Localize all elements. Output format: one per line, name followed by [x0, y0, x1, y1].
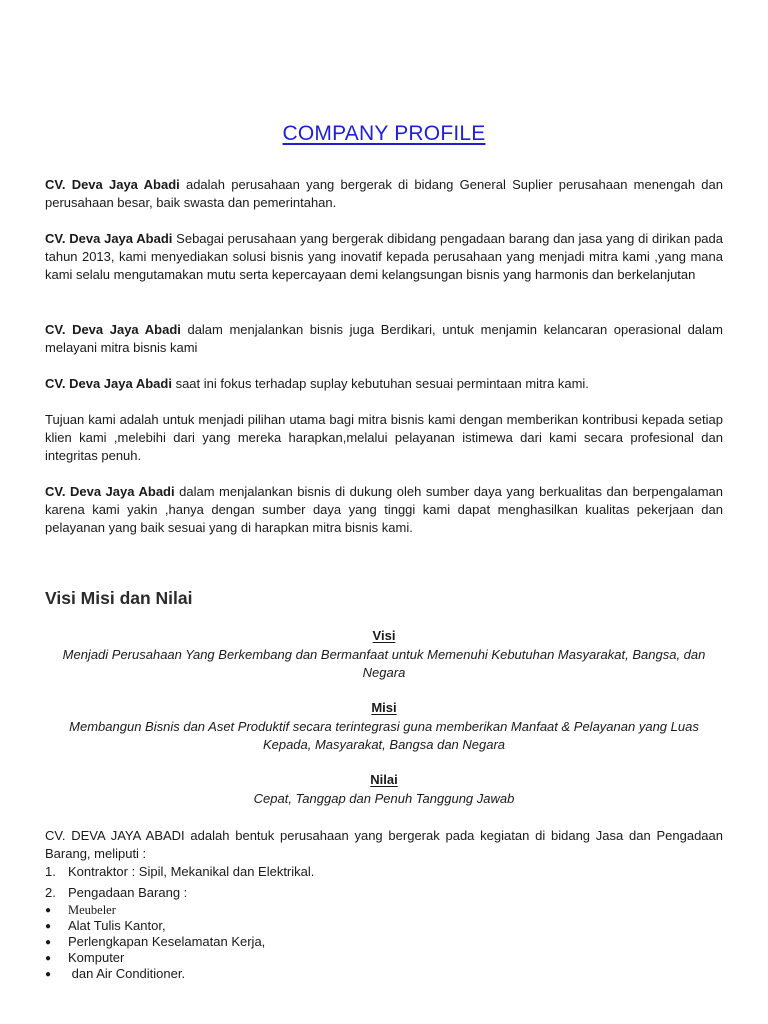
numbered-item: [45, 885, 187, 901]
bullet-icon: ●: [45, 953, 52, 964]
misi-heading: Misi: [371, 700, 397, 715]
item-number: 2.: [45, 885, 56, 900]
bullet-icon: ●: [45, 921, 52, 932]
bullet-item: [45, 950, 124, 967]
paragraph-4: [45, 375, 723, 393]
item-number: 1.: [45, 864, 56, 879]
bullet-text: dan Air Conditioner.: [68, 966, 186, 981]
paragraph-text: dalam menjalankan bisnis juga Berdikari, untuk menjamin kelancaran operasional dalam melayani mitra bisnis kami: [45, 322, 723, 356]
company-name: CV. Deva Jaya Abadi: [45, 322, 181, 337]
nilai-text: Cepat, Tanggap dan Penuh Tanggung Jawab: [253, 791, 515, 806]
scope-intro: CV. DEVA JAYA ABADI adalah bentuk perusahaan yang bergerak pada kegiatan di bidang Jasa dan Pengadaan Barang, meliputi :: [45, 828, 723, 862]
section-title: Visi Misi dan Nilai: [45, 588, 193, 608]
bullet-icon: ●: [45, 905, 52, 916]
bullet-item: [45, 934, 265, 951]
paragraph-3: [45, 321, 723, 357]
bullet-item: [45, 966, 185, 983]
bullet-item: [45, 902, 116, 919]
bullet-text: Alat Tulis Kantor,: [68, 918, 166, 933]
paragraph-text: Tujuan kami adalah untuk menjadi pilihan utama bagi mitra bisnis kami dengan memberikan kontribusi kepada setiap klien kami ,melebihi dari yang mereka harapkan,melalui pelayanan istimewa dari kami secara profesional dan integritas penuh.: [45, 412, 723, 464]
paragraph-6: [45, 483, 723, 538]
numbered-item: [45, 864, 314, 880]
paragraph-text: saat ini fokus terhadap suplay kebutuhan sesuai permintaan mitra kami.: [171, 376, 589, 391]
company-name: CV. Deva Jaya Abadi: [45, 376, 172, 391]
page-title: COMPANY PROFILE: [282, 122, 486, 145]
paragraph-1: [45, 176, 723, 212]
item-text: Pengadaan Barang :: [68, 885, 188, 900]
paragraph-text: Sebagai perusahaan yang bergerak dibidang pengadaan barang dan jasa yang di dirikan pada tahun 2013, kami menyediakan solusi bisnis yang inovatif kepada perusahaan yang menjadi mitra kami ,yang mana kami selalu mengutamakan mutu serta kepercayaan demi kelangsungan bisnis yang harmonis dan berkelanjutan: [45, 231, 723, 283]
paragraph-text: adalah perusahaan yang bergerak di bidang General Suplier perusahaan menengah dan perusahaan besar, baik swasta dan pemerintahan.: [45, 177, 723, 211]
bullet-text: Perlengkapan Keselamatan Kerja,: [68, 934, 266, 949]
paragraph-2: [45, 230, 723, 285]
item-text: Kontraktor : Sipil, Mekanikal dan Elektrikal.: [68, 864, 315, 879]
company-name: CV. Deva Jaya Abadi: [45, 177, 180, 192]
misi-text: Membangun Bisnis dan Aset Produktif secara terintegrasi guna memberikan Manfaat & Pelayanan yang Luas Kepada, Masyarakat, Bangsa dan Negara: [69, 719, 699, 753]
company-name: CV. Deva Jaya Abadi: [45, 231, 173, 246]
paragraph-text: dalam menjalankan bisnis di dukung oleh sumber daya yang berkualitas dan berpengalaman karena kami yakin ,hanya dengan sumber daya yang tinggi kami dapat menghasilkan kualitas pekerjaan dan pelayanan yang baik sesuai yang di harapkan mitra bisnis kami.: [45, 484, 723, 536]
bullet-icon: ●: [45, 969, 52, 980]
nilai-heading: Nilai: [370, 772, 398, 787]
company-name: CV. Deva Jaya Abadi: [45, 484, 175, 499]
bullet-text: Meubeler: [68, 903, 116, 917]
visi-text: Menjadi Perusahaan Yang Berkembang dan Bermanfaat untuk Memenuhi Kebutuhan Masyarakat, Bangsa, dan Negara: [62, 647, 706, 681]
visi-heading: Visi: [372, 628, 396, 643]
bullet-item: [45, 918, 166, 935]
bullet-text: Komputer: [68, 950, 125, 965]
bullet-icon: ●: [45, 937, 52, 948]
paragraph-5: [45, 411, 723, 466]
